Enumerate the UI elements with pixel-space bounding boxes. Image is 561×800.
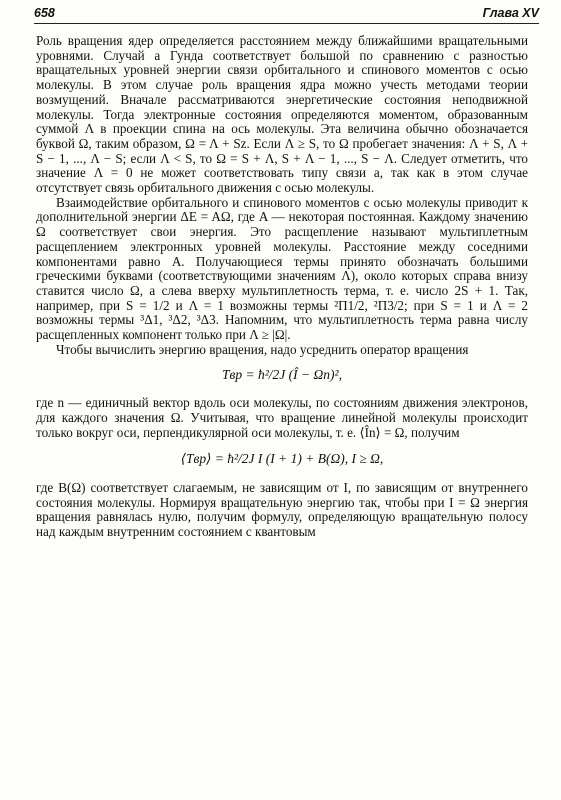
page-number: 658: [34, 6, 55, 20]
paragraph-4: где n — единичный вектор вдоль оси молекулы, по состояниям движения электронов, для каждого значения Ω. Учитывая, что вращение линейной молекулы происходит только вокруг оси, перпендикулярной оси молекулы, т. е. ⟨În⟩ = Ω, получим: [36, 395, 528, 440]
header-rule: [34, 23, 539, 24]
formula-rotation-energy: ⟨Tвр⟩ = ħ²/2J I (I + 1) + B(Ω), I ≥ Ω,: [180, 451, 384, 467]
page-body: [36, 34, 528, 540]
chapter-title: Глава XV: [482, 6, 539, 20]
page-header: [34, 6, 539, 24]
paragraph-1: Роль вращения ядер определяется расстоянием между ближайшими вращательными уровнями. Случай a Гунда соответствует большой по сравнению с разностью вращательных уровней энергии связи орбитального и спинового моментов с осью молекулы. В этом случае роль вращения ядра можно учесть методами теории возмущений. Вначале рассматриваются энергетические состояния неподвижной молекулы. Тогда электронные состояния определяются моментом, образованным суммой Λ в проекции спина на ось молекулы. Эта величина обычно обозначается буквой Ω, таким образом, Ω = Λ + Sz. Если Λ ≥ S, то Ω пробегает значения: Λ + S, Λ + S − 1, ..., Λ − S; если Λ < S, то Ω = S + Λ, S + Λ − 1, ..., S − Λ. Следует отметить, что значение Λ = 0 не может соответствовать типу связи a, так как в этом случае отсутствует связь орбитального движения с осью молекулы.: [36, 33, 528, 196]
paragraph-5: где B(Ω) соответствует слагаемым, не зависящим от I, по зависящим от внутреннего состояния молекулы. Нормируя вращательную энергию так, чтобы при I = Ω энергия вращения равнялась нулю, получим формулу, определяющую вращательную полосу над каждым внутренним состоянием с квантовым: [36, 479, 528, 540]
paragraph-2: Взаимодействие орбитального и спинового моментов с осью молекулы приводит к дополнительной энергии ΔE = AΩ, где A — некоторая постоянная. Каждому значению Ω соответствует свои энергия. Это расщепление называют мультиплетным расщеплением электронных уровней молекулы. Расстояние между соседними компонентами равно A. Получающиеся термы принято обозначать большими греческими буквами (соответствующими значениям Λ), около которых справа внизу ставится число Ω, а слева вверху мультиплетность терма, т. е. число 2S + 1. Так, например, при S = 1/2 и Λ = 1 возможны термы ²Π1/2, ²Π3/2; при S = 1 и Λ = 2 возможны термы ³Δ1, ³Δ2, ³Δ3. Напомним, что мультиплетность терма равна числу расщепленных компонент только при Λ ≥ |Ω|.: [36, 194, 528, 343]
formula-rotation-operator: Tвр = ħ²/2J (Î − Ωn)²,: [222, 367, 342, 383]
paragraph-3: Чтобы вычислить энергию вращения, надо усреднить оператор вращения: [56, 341, 469, 357]
